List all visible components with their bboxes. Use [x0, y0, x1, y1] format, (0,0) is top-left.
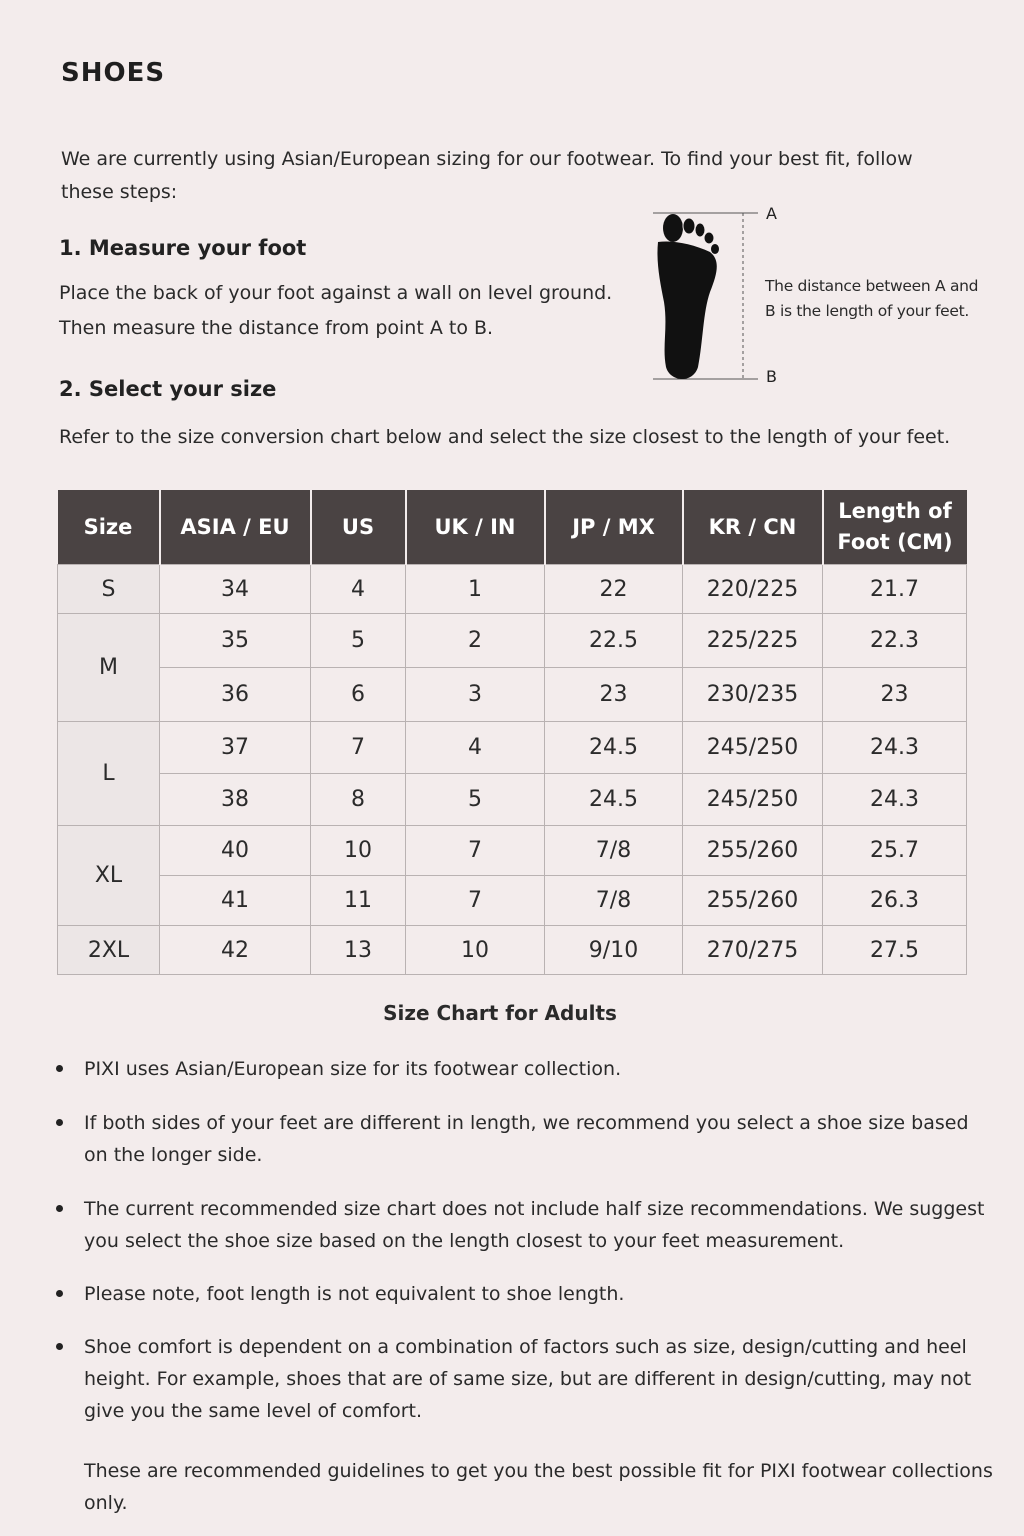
us-cell: 8 [311, 774, 406, 826]
size-cell: L [58, 722, 160, 826]
kr-cn-cell: 270/275 [683, 926, 823, 975]
jp-mx-cell: 23 [545, 668, 683, 722]
us-cell: 5 [311, 614, 406, 668]
us-cell: 4 [311, 565, 406, 614]
step1-heading: 1. Measure your foot [59, 236, 307, 260]
jp-mx-cell: 22.5 [545, 614, 683, 668]
asia-eu-cell: 34 [160, 565, 311, 614]
jp-mx-cell: 7/8 [545, 826, 683, 876]
jp-mx-cell: 24.5 [545, 722, 683, 774]
uk-in-cell: 3 [406, 668, 545, 722]
us-cell: 11 [311, 876, 406, 926]
list-item [56, 1193, 991, 1257]
asia-eu-cell: 40 [160, 826, 311, 876]
bullet-icon [56, 1290, 63, 1297]
list-item [56, 1107, 991, 1171]
us-cell: 7 [311, 722, 406, 774]
footprint-icon [657, 214, 719, 379]
size-cell: S [58, 565, 160, 614]
uk-in-cell: 5 [406, 774, 545, 826]
step1-text [59, 276, 619, 346]
kr-cn-cell: 255/260 [683, 826, 823, 876]
list-item [56, 1331, 991, 1427]
asia-eu-cell: 42 [160, 926, 311, 975]
intro-text: We are currently using Asian/European sizing for our footwear. To find your best fit, follow these steps: [61, 148, 913, 203]
uk-in-cell: 4 [406, 722, 545, 774]
table-row [58, 926, 967, 975]
header-jp-mx: JP / MX [545, 490, 683, 565]
notes-list [56, 1053, 991, 1427]
point-a-label: A [766, 204, 777, 223]
note-text: PIXI uses Asian/European size for its footwear collection. [84, 1058, 622, 1080]
table-row [58, 774, 967, 826]
uk-in-cell: 1 [406, 565, 545, 614]
asia-eu-cell: 36 [160, 668, 311, 722]
length-cell: 27.5 [823, 926, 967, 975]
bullet-icon [56, 1205, 63, 1212]
header-size: Size [58, 490, 160, 565]
jp-mx-cell: 24.5 [545, 774, 683, 826]
jp-mx-cell: 9/10 [545, 926, 683, 975]
uk-in-cell: 10 [406, 926, 545, 975]
step2-heading: 2. Select your size [59, 377, 277, 401]
kr-cn-cell: 225/225 [683, 614, 823, 668]
header-foot-length: Length of Foot (CM) [823, 490, 967, 565]
length-cell: 25.7 [823, 826, 967, 876]
length-cell: 21.7 [823, 565, 967, 614]
length-cell: 26.3 [823, 876, 967, 926]
jp-mx-cell: 22 [545, 565, 683, 614]
table-row [58, 826, 967, 876]
table-row [58, 614, 967, 668]
table-header-row [58, 490, 967, 565]
kr-cn-cell: 230/235 [683, 668, 823, 722]
header-uk-in: UK / IN [406, 490, 545, 565]
size-cell: M [58, 614, 160, 722]
header-kr-cn: KR / CN [683, 490, 823, 565]
header-us: US [311, 490, 406, 565]
size-cell: XL [58, 826, 160, 926]
kr-cn-cell: 245/250 [683, 774, 823, 826]
asia-eu-cell: 37 [160, 722, 311, 774]
length-cell: 22.3 [823, 614, 967, 668]
point-b-label: B [766, 367, 777, 386]
uk-in-cell: 7 [406, 826, 545, 876]
size-cell: 2XL [58, 926, 160, 975]
header-asia-eu: ASIA / EU [160, 490, 311, 565]
bullet-icon [56, 1119, 63, 1126]
step2-text: Refer to the size conversion chart below and select the size closest to the length of your feet. [59, 426, 951, 448]
note-text: Shoe comfort is dependent on a combination of factors such as size, design/cutting and heel height. For example, shoes that are of same size, but are different in design/cutting, may not give you the same level of comfort. [84, 1336, 972, 1422]
length-cell: 23 [823, 668, 967, 722]
table-row [58, 722, 967, 774]
bullet-icon [56, 1065, 63, 1072]
note-text: The current recommended size chart does not include half size recommendations. We suggest you select the shoe size based on the length closest to your feet measurement. [84, 1198, 985, 1252]
list-item [56, 1053, 991, 1085]
length-cell: 24.3 [823, 774, 967, 826]
note-text: If both sides of your feet are different in length, we recommend you select a shoe size based on the longer side. [84, 1112, 969, 1166]
asia-eu-cell: 35 [160, 614, 311, 668]
page-title: SHOES [61, 58, 166, 88]
us-cell: 10 [311, 826, 406, 876]
step1-line2: Then measure the distance from point A to B. [59, 317, 494, 339]
list-item [56, 1278, 991, 1310]
foot-measurement-figure [648, 202, 768, 392]
us-cell: 6 [311, 668, 406, 722]
asia-eu-cell: 41 [160, 876, 311, 926]
kr-cn-cell: 220/225 [683, 565, 823, 614]
table-caption: Size Chart for Adults [383, 1001, 617, 1025]
asia-eu-cell: 38 [160, 774, 311, 826]
table-row [58, 668, 967, 722]
us-cell: 13 [311, 926, 406, 975]
kr-cn-cell: 245/250 [683, 722, 823, 774]
uk-in-cell: 2 [406, 614, 545, 668]
table-row [58, 565, 967, 614]
table-row [58, 876, 967, 926]
figure-caption: The distance between A and B is the length of your feet. [765, 277, 979, 320]
uk-in-cell: 7 [406, 876, 545, 926]
note-text: Please note, foot length is not equivalent to shoe length. [84, 1283, 625, 1305]
length-cell: 24.3 [823, 722, 967, 774]
footer-note: These are recommended guidelines to get you the best possible fit for PIXI footwear collections only. [84, 1460, 993, 1514]
bullet-icon [56, 1343, 63, 1350]
step1-line1: Place the back of your foot against a wall on level ground. [59, 282, 613, 304]
kr-cn-cell: 255/260 [683, 876, 823, 926]
jp-mx-cell: 7/8 [545, 876, 683, 926]
size-chart-table [57, 490, 967, 975]
